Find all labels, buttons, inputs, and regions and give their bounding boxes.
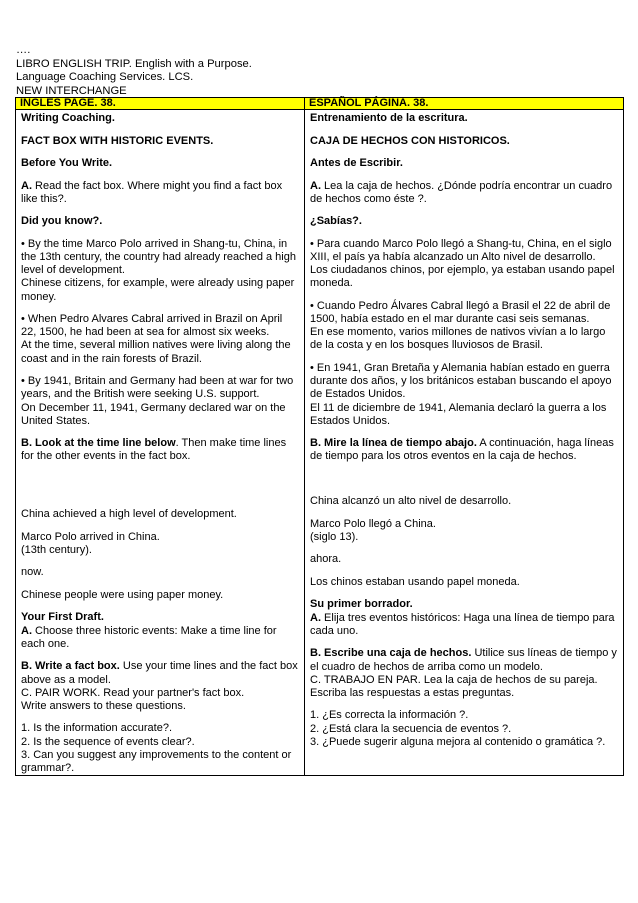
column-header-spanish: ESPAÑOL PÁGINA. 38. [305,98,624,110]
paragraph [310,180,618,206]
paragraph [310,709,618,749]
document-header [16,44,616,98]
text-line [310,612,618,638]
paragraph: ahora. [310,553,342,566]
paragraph [310,598,618,638]
text-line: C. PAIR WORK. Read your partner's fact box. [21,686,245,699]
spanish-column [305,110,624,776]
text-line: Chinese citizens, for example, were already using paper money. [21,277,295,303]
section-title: Your First Draft. [21,611,104,624]
text-line: (siglo 13). [310,530,359,543]
bold-lead: B. Mire la línea de tiempo abajo. [310,437,477,450]
paragraph: China achieved a high level of development. [21,508,237,521]
text-line: Write answers to these questions. [21,699,186,712]
column-header-english: INGLES PAGE. 38. [16,98,305,110]
text-line: 1. Is the information accurate?. [21,722,173,735]
text: Lea la caja de hechos. ¿Dónde podría encontrar un cuadro de hechos como éste ?. [310,179,613,205]
header-line: NEW INTERCHANGE [16,84,127,97]
item-letter: A. [310,179,321,192]
english-column [16,110,305,776]
text-line: • When Pedro Alvares Cabral arrived in Brazil on April 22, 1500, he had been at sea for almost six weeks. [21,313,283,339]
text-line: En ese momento, varios millones de nativos vivían a lo largo de la costa y en los bosques lluviosos de Brasil. [310,326,606,352]
text-line: At the time, several million natives were living along the coast and in the rain forests of Brazil. [21,339,291,365]
paragraph [21,611,299,651]
text-line: • By the time Marco Polo arrived in Shang-tu, China, in the 13th century, the country had already reached a high level of development. [21,237,296,277]
text-line: Los ciudadanos chinos, por ejemplo, ya estaban usando papel moneda. [310,264,615,290]
paragraph [21,437,299,463]
text: Read the fact box. Where might you find a fact box like this?. [21,179,283,205]
text: . Then make time lines for the other events in the fact box. [21,437,287,463]
paragraph: Entrenamiento de la escritura. [310,112,468,124]
text-line: El 11 de diciembre de 1941, Alemania declaró la guerra a los Estados Unidos. [310,401,607,427]
text: Use your time lines and the fact box above as a model. [21,660,298,686]
paragraph: China alcanzó un alto nivel de desarrollo. [310,495,512,508]
paragraph: Writing Coaching. [21,112,115,124]
text: Choose three historic events: Make a time line for each one. [21,624,277,650]
paragraph: Before You Write. [21,157,113,169]
paragraph [21,660,299,713]
fact-paragraph [310,238,618,291]
text: A continuación, haga líneas de tiempo para los otros eventos en la caja de hechos. [310,437,614,463]
fact-paragraph [21,375,299,428]
paragraph: Did you know?. [21,215,103,228]
paragraph [310,518,618,544]
section-title: Su primer borrador. [310,598,413,611]
item-letter: A. [310,611,321,624]
text-line: C. TRABAJO EN PAR. Lea la caja de hechos de su pareja. [310,673,598,686]
text-line: • Para cuando Marco Polo llegó a Shang-tu, China, en el siglo XIII, el país ya había alcanzado un Alto nivel de desarrollo. [310,237,612,263]
item-letter: A. [21,179,32,192]
text-line: Marco Polo llegó a China. [310,517,436,530]
text-line: 2. Is the sequence of events clear?. [21,735,195,748]
paragraph [310,647,618,700]
text-line: 1. ¿Es correcta la información ?. [310,709,469,722]
bold-lead: B. Escribe una caja de hechos. [310,647,472,660]
paragraph: Chinese people were using paper money. [21,588,224,601]
text-line: • Cuando Pedro Álvares Cabral llegó a Brasil el 22 de abril de 1500, había estado en el mar durante casi seis semanas. [310,299,611,326]
text-line: Escriba las respuestas a estas preguntas. [310,686,515,699]
paragraph: FACT BOX WITH HISTORIC EVENTS. [21,134,214,147]
spacer [310,473,618,486]
text-line: (13th century). [21,543,92,556]
paragraph: Antes de Escribir. [310,157,403,169]
text-line: Marco Polo arrived in China. [21,530,160,543]
header-line: …. [16,44,31,56]
text-line: • En 1941, Gran Bretaña y Alemania habían estado en guerra durante dos años, y los británicos estaban buscando el apoyo de Estados Unidos. [310,361,612,401]
header-line: LIBRO ENGLISH TRIP. English with a Purpose. [16,57,252,70]
paragraph [310,437,618,463]
paragraph: Los chinos estaban usando papel moneda. [310,575,520,588]
text-line: On December 11, 1941, Germany declared war on the United States. [21,401,286,427]
table-header-row [16,98,624,110]
text: Elija tres eventos históricos: Haga una línea de tiempo para cada uno. [310,611,615,637]
fact-paragraph [21,238,299,304]
fact-paragraph [310,300,618,353]
paragraph [21,531,299,557]
fact-paragraph [310,362,618,428]
paragraph [21,722,299,775]
table-body-row [16,110,624,776]
text-line [21,660,299,686]
item-letter: A. [21,624,32,637]
text-line: 3. ¿Puede sugerir alguna mejora al contenido o gramática ?. [310,735,606,748]
spacer [21,473,299,499]
text-line: • By 1941, Britain and Germany had been at war for two years, and the British were seeking U.S. support. [21,375,294,401]
text-line: 3. Can you suggest any improvements to the content or grammar?. [21,748,292,775]
paragraph [21,180,299,206]
bilingual-table [15,97,624,776]
bold-lead: B. Look at the time line below [21,437,176,450]
header-line: Language Coaching Services. LCS. [16,71,194,83]
text-line: 2. ¿Está clara la secuencia de eventos ?. [310,722,512,735]
fact-paragraph [21,313,299,366]
text-line [310,647,618,673]
paragraph: now. [21,566,44,579]
paragraph: ¿Sabías?. [310,215,362,228]
bold-lead: B. Write a fact box. [21,660,120,673]
text-line [21,625,299,651]
text: Utilice sus líneas de tiempo y el cuadro de hechos de arriba como un modelo. [310,647,617,673]
paragraph: CAJA DE HECHOS CON HISTORICOS. [310,134,510,147]
